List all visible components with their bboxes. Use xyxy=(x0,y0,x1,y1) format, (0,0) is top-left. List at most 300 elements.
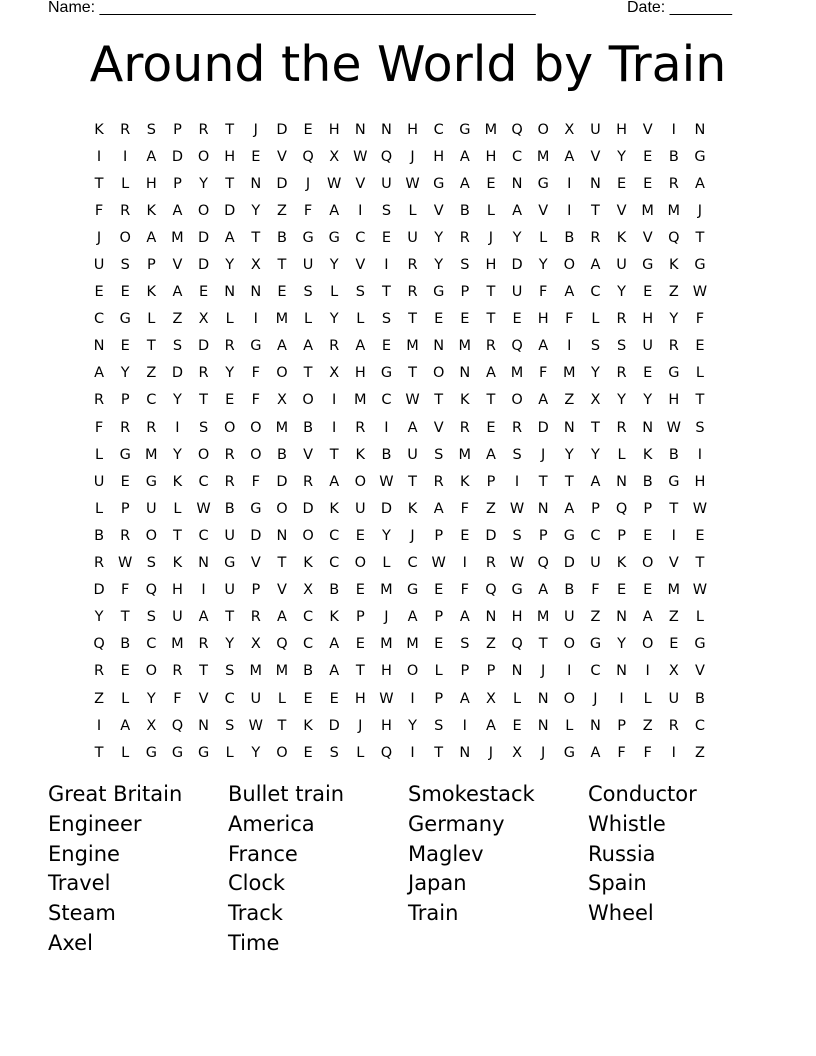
grid-letter: J xyxy=(410,527,415,544)
grid-letter: L xyxy=(225,744,234,761)
grid-letter: Y xyxy=(564,446,574,463)
grid-letter: N xyxy=(485,609,497,626)
grid-letter: I xyxy=(567,663,572,680)
grid-letter: K xyxy=(616,229,627,246)
grid-letter: M xyxy=(484,121,498,138)
grid-letter: T xyxy=(408,473,417,490)
grid-letter: M xyxy=(667,202,681,219)
grid-letter: S xyxy=(590,338,601,355)
grid-letter: N xyxy=(354,121,366,138)
grid-letter: N xyxy=(459,365,471,382)
grid-letter: L xyxy=(539,229,548,246)
grid-letter: P xyxy=(355,609,365,626)
grid-letter: N xyxy=(511,663,523,680)
grid-letter: I xyxy=(671,121,676,138)
grid-letter: A xyxy=(459,690,470,707)
grid-letter: W xyxy=(405,392,420,409)
grid-letter: Y xyxy=(591,446,600,463)
grid-letter: Y xyxy=(434,229,444,246)
grid-letter: B xyxy=(564,229,575,246)
grid-letter: G xyxy=(694,148,706,165)
grid-letter: Y xyxy=(329,311,339,328)
grid-letter: U xyxy=(407,229,418,246)
grid-row xyxy=(86,279,713,306)
word-list-item: America xyxy=(228,811,315,836)
grid-letter: O xyxy=(641,636,654,653)
word-list-item: Smokestack xyxy=(408,782,535,806)
grid-letter: A xyxy=(485,365,496,382)
grid-letter: J xyxy=(253,121,258,138)
grid-letter: F xyxy=(251,365,260,382)
grid-letter: B xyxy=(668,148,679,165)
grid-letter: A xyxy=(146,148,157,165)
grid-letter: A xyxy=(198,609,209,626)
grid-letter: L xyxy=(643,690,652,707)
grid-letter: T xyxy=(225,609,235,626)
grid-row xyxy=(86,522,713,549)
grid-letter: E xyxy=(225,392,235,409)
grid-letter: R xyxy=(224,338,235,355)
grid-letter: O xyxy=(511,392,523,409)
grid-letter: O xyxy=(641,555,654,572)
grid-letter: O xyxy=(197,446,210,463)
grid-letter: O xyxy=(354,555,367,572)
grid-letter: I xyxy=(567,338,572,355)
grid-letter: L xyxy=(225,311,234,328)
grid-letter: H xyxy=(485,148,497,165)
grid-letter: P xyxy=(460,663,470,680)
grid-letter: T xyxy=(408,311,417,328)
grid-letter: R xyxy=(407,284,418,301)
word-list-item: Travel xyxy=(48,871,111,896)
grid-row xyxy=(86,197,713,224)
grid-letter: G xyxy=(589,636,602,653)
grid-letter: M xyxy=(275,663,289,680)
grid-letter: E xyxy=(616,582,627,599)
grid-letter: C xyxy=(590,527,601,544)
grid-letter: R xyxy=(668,338,679,355)
grid-letter: K xyxy=(329,500,339,517)
grid-letter: Q xyxy=(302,148,314,165)
grid-letter: I xyxy=(671,527,676,544)
grid-letter: G xyxy=(694,636,706,653)
grid-letter: E xyxy=(616,175,627,192)
grid-letter: A xyxy=(329,636,340,653)
grid-letter: K xyxy=(329,609,339,626)
grid-letter: N xyxy=(537,690,549,707)
grid-letter: E xyxy=(120,473,130,490)
grid-letter: L xyxy=(695,365,704,382)
grid-letter: S xyxy=(512,446,522,463)
grid-letter: D xyxy=(93,582,105,599)
grid-letter: T xyxy=(225,175,235,192)
word-list-column xyxy=(588,780,768,959)
grid-letter: B xyxy=(303,663,314,680)
grid-letter: G xyxy=(250,338,262,355)
grid-letter: D xyxy=(537,419,549,436)
grid-letter: E xyxy=(434,582,444,599)
grid-letter: W xyxy=(353,148,368,165)
grid-letter: V xyxy=(303,446,314,463)
grid-letter: B xyxy=(120,636,131,653)
grid-letter: O xyxy=(145,527,158,544)
grid-letter: T xyxy=(225,121,235,138)
grid-letter: D xyxy=(197,229,210,246)
grid-letter: U xyxy=(511,284,523,301)
grid-letter: N xyxy=(250,284,262,301)
grid-letter: I xyxy=(384,419,389,436)
grid-letter: V xyxy=(172,257,183,274)
grid-letter: K xyxy=(460,473,470,490)
grid-letter: B xyxy=(694,690,705,707)
grid-letter: T xyxy=(695,392,705,409)
grid-letter: Q xyxy=(93,636,105,653)
grid-letter: T xyxy=(199,663,208,680)
grid-letter: Y xyxy=(173,392,182,409)
grid-letter: D xyxy=(302,500,314,517)
grid-letter: C xyxy=(381,392,392,409)
grid-letter: C xyxy=(512,148,523,165)
grid-letter: B xyxy=(276,446,287,463)
grid-letter: Q xyxy=(615,500,628,517)
grid-letter: V xyxy=(616,202,627,219)
grid-letter: L xyxy=(382,555,391,572)
grid-letter: C xyxy=(590,284,601,301)
grid-letter: R xyxy=(198,121,209,138)
word-list-item: Germany xyxy=(408,811,505,836)
grid-letter: U xyxy=(642,338,653,355)
grid-letter: Z xyxy=(590,609,601,626)
grid-letter: G xyxy=(302,229,314,246)
grid-letter: O xyxy=(537,121,549,138)
grid-letter: T xyxy=(277,717,287,734)
grid-letter: T xyxy=(538,473,548,490)
grid-letter: Y xyxy=(408,717,417,734)
grid-letter: H xyxy=(380,663,392,680)
grid-letter: A xyxy=(276,338,287,355)
grid-letter: W xyxy=(692,582,708,599)
grid-letter: V xyxy=(642,121,653,138)
grid-letter: D xyxy=(197,257,210,274)
grid-letter: C xyxy=(694,717,705,734)
grid-letter: D xyxy=(250,527,262,544)
grid-letter: F xyxy=(460,500,469,517)
grid-letter: D xyxy=(224,202,236,219)
grid-letter: I xyxy=(358,202,363,219)
grid-letter: H xyxy=(694,473,706,490)
grid-letter: U xyxy=(250,690,262,707)
grid-letter: D xyxy=(197,338,210,355)
grid-letter: I xyxy=(567,202,572,219)
grid-letter: P xyxy=(120,392,130,409)
grid-letter: I xyxy=(332,419,337,436)
grid-row xyxy=(86,441,713,468)
grid-letter: R xyxy=(120,419,131,436)
grid-letter: M xyxy=(406,636,419,653)
grid-letter: P xyxy=(251,582,261,599)
grid-letter: F xyxy=(591,582,600,599)
grid-letter: E xyxy=(94,284,104,301)
grid-letter: O xyxy=(563,257,576,274)
grid-row xyxy=(86,360,713,387)
grid-letter: O xyxy=(276,744,288,761)
grid-letter: A xyxy=(407,609,418,626)
grid-letter: R xyxy=(355,419,366,436)
grid-letter: Z xyxy=(172,311,183,328)
grid-letter: I xyxy=(410,744,415,761)
grid-letter: H xyxy=(511,609,523,626)
grid-letter: H xyxy=(145,175,157,192)
grid-letter: F xyxy=(539,284,548,301)
grid-letter: G xyxy=(119,446,131,463)
grid-letter: N xyxy=(537,717,549,734)
grid-letter: A xyxy=(355,338,366,355)
grid-letter: T xyxy=(591,202,600,219)
grid-letter: J xyxy=(541,446,546,463)
grid-letter: A xyxy=(276,609,287,626)
grid-letter: X xyxy=(329,365,340,382)
grid-row xyxy=(86,116,713,143)
grid-letter: E xyxy=(381,338,392,355)
grid-row xyxy=(86,143,713,170)
grid-letter: T xyxy=(199,392,208,409)
grid-letter: M xyxy=(354,392,367,409)
grid-letter: I xyxy=(645,663,650,680)
grid-letter: B xyxy=(276,229,287,246)
grid-letter: A xyxy=(94,365,105,382)
grid-letter: T xyxy=(277,555,287,572)
grid-row xyxy=(86,224,713,251)
grid-letter: D xyxy=(563,555,575,572)
grid-letter: S xyxy=(146,121,156,138)
grid-letter: M xyxy=(380,582,393,599)
grid-letter: V xyxy=(355,175,366,192)
grid-letter: M xyxy=(249,663,263,680)
grid-letter: G xyxy=(511,582,523,599)
grid-letter: M xyxy=(667,582,681,599)
grid-letter: Z xyxy=(485,500,496,517)
grid-letter: Y xyxy=(617,148,626,165)
grid-letter: R xyxy=(303,473,314,490)
grid-letter: A xyxy=(564,148,575,165)
grid-letter: O xyxy=(563,690,576,707)
grid-letter: K xyxy=(460,392,470,409)
word-list-item: Track xyxy=(228,901,283,926)
grid-letter: Y xyxy=(120,365,130,382)
grid-letter: A xyxy=(459,609,470,626)
grid-letter: C xyxy=(94,311,105,328)
grid-letter: M xyxy=(380,636,393,653)
grid-letter: F xyxy=(173,690,182,707)
grid-letter: E xyxy=(120,663,130,680)
grid-letter: L xyxy=(434,663,443,680)
grid-letter: A xyxy=(224,229,235,246)
grid-letter: B xyxy=(381,446,392,463)
grid-row xyxy=(86,414,713,441)
grid-letter: Z xyxy=(146,365,157,382)
grid-letter: F xyxy=(94,202,104,219)
grid-letter: N xyxy=(198,717,209,734)
grid-letter: V xyxy=(276,582,287,599)
grid-letter: R xyxy=(668,717,679,734)
grid-letter: W xyxy=(405,175,420,192)
grid-letter: M xyxy=(171,636,184,653)
grid-letter: Y xyxy=(329,257,339,274)
grid-letter: T xyxy=(146,338,156,355)
grid-letter: Q xyxy=(171,717,184,734)
grid-letter: C xyxy=(303,636,314,653)
grid-letter: M xyxy=(171,229,184,246)
grid-letter: G xyxy=(668,365,680,382)
grid-letter: R xyxy=(512,419,523,436)
grid-letter: R xyxy=(250,609,261,626)
word-list-column xyxy=(408,780,588,959)
grid-letter: I xyxy=(175,419,180,436)
grid-letter: W xyxy=(248,717,263,734)
grid-letter: E xyxy=(303,121,313,138)
grid-letter: B xyxy=(303,419,314,436)
grid-letter: N xyxy=(459,744,471,761)
grid-letter: R xyxy=(198,365,209,382)
grid-letter: R xyxy=(120,121,131,138)
grid-letter: T xyxy=(434,392,444,409)
grid-letter: D xyxy=(171,365,184,382)
grid-letter: C xyxy=(329,527,340,544)
grid-row xyxy=(86,685,713,712)
grid-letter: J xyxy=(96,229,102,246)
grid-letter: I xyxy=(332,392,337,409)
grid-letter: G xyxy=(668,473,680,490)
grid-letter: V xyxy=(590,148,601,165)
grid-letter: E xyxy=(486,175,496,192)
grid-letter: Q xyxy=(511,338,523,355)
grid-letter: F xyxy=(539,365,548,382)
grid-letter: P xyxy=(434,527,444,544)
grid-letter: F xyxy=(94,419,104,436)
grid-row xyxy=(86,333,713,360)
grid-letter: D xyxy=(171,148,184,165)
grid-letter: Q xyxy=(380,148,393,165)
grid-letter: Y xyxy=(225,257,235,274)
grid-letter: G xyxy=(224,555,236,572)
grid-letter: U xyxy=(590,121,601,138)
grid-letter: B xyxy=(459,202,470,219)
grid-letter: H xyxy=(354,690,366,707)
word-list-item: France xyxy=(228,841,298,866)
grid-letter: E xyxy=(512,311,522,328)
grid-letter: Z xyxy=(564,392,575,409)
grid-letter: E xyxy=(329,690,339,707)
date-field-label: Date: _______ xyxy=(627,0,732,16)
grid-row xyxy=(86,468,713,495)
grid-letter: O xyxy=(250,446,262,463)
grid-letter: Y xyxy=(669,311,679,328)
grid-letter: T xyxy=(538,636,548,653)
grid-letter: W xyxy=(509,555,525,572)
grid-letter: E xyxy=(277,284,287,301)
grid-letter: Y xyxy=(617,284,626,301)
grid-letter: J xyxy=(541,744,546,761)
grid-letter: G xyxy=(171,744,184,761)
grid-letter: G xyxy=(433,175,445,192)
grid-letter: E xyxy=(486,419,496,436)
grid-letter: S xyxy=(172,338,183,355)
grid-letter: Q xyxy=(380,744,393,761)
grid-letter: A xyxy=(564,500,575,517)
grid-letter: L xyxy=(330,284,339,301)
grid-letter: S xyxy=(434,717,444,734)
grid-letter: N xyxy=(563,419,575,436)
grid-letter: L xyxy=(486,202,495,219)
grid-letter: C xyxy=(590,663,601,680)
grid-letter: I xyxy=(462,717,467,734)
grid-letter: P xyxy=(120,500,130,517)
grid-letter: O xyxy=(197,148,210,165)
grid-letter: X xyxy=(668,663,679,680)
grid-letter: N xyxy=(537,500,549,517)
grid-letter: A xyxy=(329,473,340,490)
grid-letter: L xyxy=(617,446,626,463)
grid-row xyxy=(86,577,713,604)
grid-letter: R xyxy=(616,419,627,436)
grid-letter: U xyxy=(355,500,366,517)
grid-row xyxy=(86,550,713,577)
grid-letter: Z xyxy=(668,609,679,626)
grid-letter: Z xyxy=(94,690,105,707)
grid-letter: A xyxy=(590,744,601,761)
grid-letter: O xyxy=(406,663,419,680)
grid-letter: R xyxy=(94,555,105,572)
grid-letter: A xyxy=(590,473,601,490)
grid-letter: L xyxy=(304,311,313,328)
grid-letter: U xyxy=(93,473,105,490)
grid-letter: M xyxy=(510,365,524,382)
grid-letter: Z xyxy=(668,284,679,301)
grid-letter: M xyxy=(406,338,419,355)
grid-letter: T xyxy=(486,392,496,409)
grid-letter: S xyxy=(355,284,365,301)
grid-letter: J xyxy=(541,663,546,680)
grid-letter: X xyxy=(590,392,601,409)
grid-letter: G xyxy=(145,744,157,761)
grid-letter: Q xyxy=(511,636,523,653)
grid-letter: X xyxy=(564,121,575,138)
name-field-label: Name: _________________________________________________ xyxy=(48,0,536,16)
grid-letter: B xyxy=(668,446,679,463)
grid-letter: F xyxy=(121,582,130,599)
grid-letter: N xyxy=(616,473,627,490)
grid-letter: V xyxy=(250,555,261,572)
grid-letter: V xyxy=(276,148,287,165)
grid-letter: A xyxy=(538,392,549,409)
grid-letter: G xyxy=(250,500,262,517)
grid-letter: A xyxy=(694,175,705,192)
grid-letter: S xyxy=(616,338,627,355)
grid-letter: E xyxy=(643,365,653,382)
grid-letter: R xyxy=(198,636,209,653)
grid-letter: F xyxy=(643,744,652,761)
grid-letter: I xyxy=(697,446,703,463)
grid-letter: R xyxy=(459,419,470,436)
word-list-item: Clock xyxy=(228,871,286,896)
grid-letter: X xyxy=(146,717,157,734)
grid-letter: S xyxy=(120,257,130,274)
grid-letter: I xyxy=(123,148,128,165)
grid-letter: R xyxy=(94,663,105,680)
grid-letter: E xyxy=(355,636,365,653)
grid-row xyxy=(86,712,713,739)
grid-letter: H xyxy=(354,365,366,382)
